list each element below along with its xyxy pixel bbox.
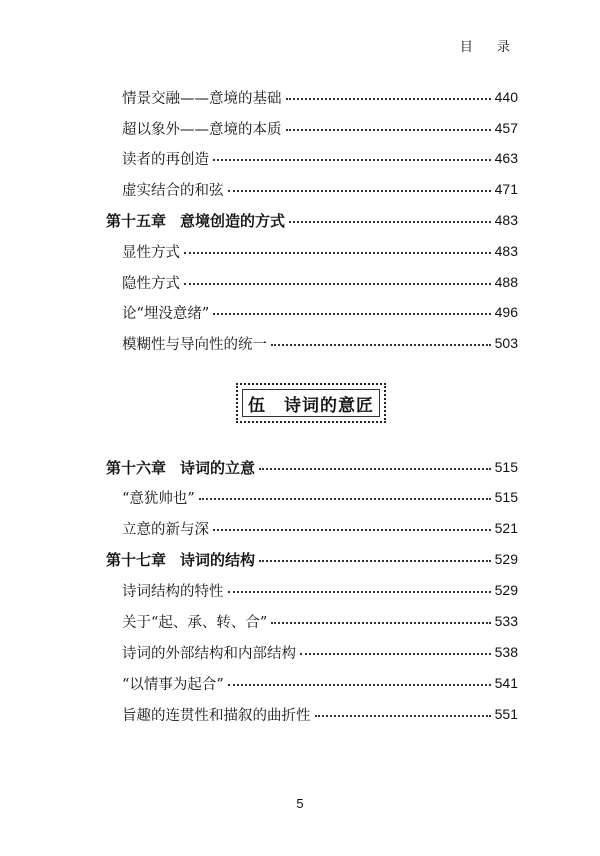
section-heading-box xyxy=(236,383,386,423)
toc-entry-title: 情景交融——意境的基础 xyxy=(122,90,282,107)
toc-entry-title: “以情事为起合” xyxy=(122,676,224,693)
toc-entry-page: 521 xyxy=(494,520,518,536)
toc-entry-page: 533 xyxy=(494,613,518,629)
section-heading[interactable] xyxy=(248,391,374,416)
dot-leader xyxy=(184,283,491,285)
toc-entry-page: 515 xyxy=(494,489,518,505)
page-number: 5 xyxy=(296,796,304,811)
dot-leader xyxy=(213,529,491,531)
toc-entry-page: 503 xyxy=(494,335,518,351)
dot-leader xyxy=(213,313,490,315)
toc-entry[interactable] xyxy=(0,703,600,725)
toc-entry-page: 551 xyxy=(494,706,518,722)
toc-entry[interactable] xyxy=(0,610,600,632)
toc-entry[interactable] xyxy=(0,579,600,601)
toc-chapter-entry[interactable] xyxy=(0,456,600,478)
running-header: 目 录 xyxy=(459,40,520,55)
toc-entry-page: 457 xyxy=(494,120,518,136)
toc-entry[interactable] xyxy=(0,147,600,169)
dot-leader xyxy=(271,344,491,346)
dot-leader xyxy=(315,715,491,717)
dot-leader xyxy=(289,221,491,223)
dot-leader xyxy=(300,653,491,655)
toc-chapter-number: 第十五章 xyxy=(106,211,167,230)
toc-entry-title: 显性方式 xyxy=(122,244,180,261)
dot-leader xyxy=(199,498,491,500)
toc-entry-page: 471 xyxy=(494,181,518,197)
toc-entry-title: 超以象外——意境的本质 xyxy=(122,121,282,138)
toc-entry-page: 463 xyxy=(494,150,518,166)
toc-entry-title: 模糊性与导向性的统一 xyxy=(122,336,267,353)
toc-entry[interactable] xyxy=(0,332,600,354)
toc-entry[interactable] xyxy=(0,672,600,694)
toc-entry[interactable] xyxy=(0,271,600,293)
toc-entry-title: 诗词结构的特性 xyxy=(122,583,224,600)
toc-entry[interactable] xyxy=(0,301,600,323)
toc-entry-page: 529 xyxy=(494,551,518,567)
dot-leader xyxy=(271,622,490,624)
toc-entry-page: 529 xyxy=(494,582,518,598)
toc-entry-title: 诗词的结构 xyxy=(180,550,256,569)
toc-entry[interactable] xyxy=(0,641,600,663)
toc-entry[interactable] xyxy=(0,86,600,108)
section-title: 诗词的意匠 xyxy=(284,395,374,416)
toc-entry-page: 538 xyxy=(494,644,518,660)
toc-chapter-number: 第十六章 xyxy=(106,458,167,477)
toc-entry-title: “意犹帅也” xyxy=(122,490,195,507)
toc-entry[interactable] xyxy=(0,178,600,200)
toc-entry-title: 关于“起、承、转、合” xyxy=(122,614,268,631)
toc-chapter-entry[interactable] xyxy=(0,548,600,570)
toc-entry-page: 488 xyxy=(494,274,518,290)
toc-entry-page: 483 xyxy=(494,212,518,228)
dot-leader xyxy=(286,98,491,100)
toc-entry-title: 诗词的立意 xyxy=(180,458,256,477)
dot-leader xyxy=(259,560,491,562)
toc-entry-title: 立意的新与深 xyxy=(122,521,209,538)
dot-leader xyxy=(286,129,491,131)
dot-leader xyxy=(184,252,491,254)
toc-entry-title: 隐性方式 xyxy=(122,275,180,292)
toc-entry[interactable] xyxy=(0,517,600,539)
dot-leader xyxy=(213,159,491,161)
dot-leader xyxy=(228,591,491,593)
toc-entry-title: 旨趣的连贯性和描叙的曲折性 xyxy=(122,707,311,724)
toc-entry-page: 496 xyxy=(494,304,518,320)
dot-leader xyxy=(259,468,491,470)
toc-entry-title: 读者的再创造 xyxy=(122,151,209,168)
toc-entry-page: 515 xyxy=(494,459,518,475)
section-number: 伍 xyxy=(248,395,266,416)
dot-leader xyxy=(228,190,491,192)
toc-entry-title: 虚实结合的和弦 xyxy=(122,182,224,199)
toc-entry[interactable] xyxy=(0,117,600,139)
toc-entry-title: 诗词的外部结构和内部结构 xyxy=(122,645,296,662)
toc-chapter-number: 第十七章 xyxy=(106,550,167,569)
toc-entry-page: 440 xyxy=(494,89,518,105)
toc-entry-title: 意境创造的方式 xyxy=(180,211,286,230)
toc-entry-page: 541 xyxy=(494,675,518,691)
toc-entry[interactable] xyxy=(0,486,600,508)
toc-chapter-entry[interactable] xyxy=(0,209,600,231)
dot-leader xyxy=(228,684,491,686)
toc-entry-title: 论“埋没意绪” xyxy=(122,305,210,322)
toc-entry[interactable] xyxy=(0,240,600,262)
toc-entry-page: 483 xyxy=(494,243,518,259)
